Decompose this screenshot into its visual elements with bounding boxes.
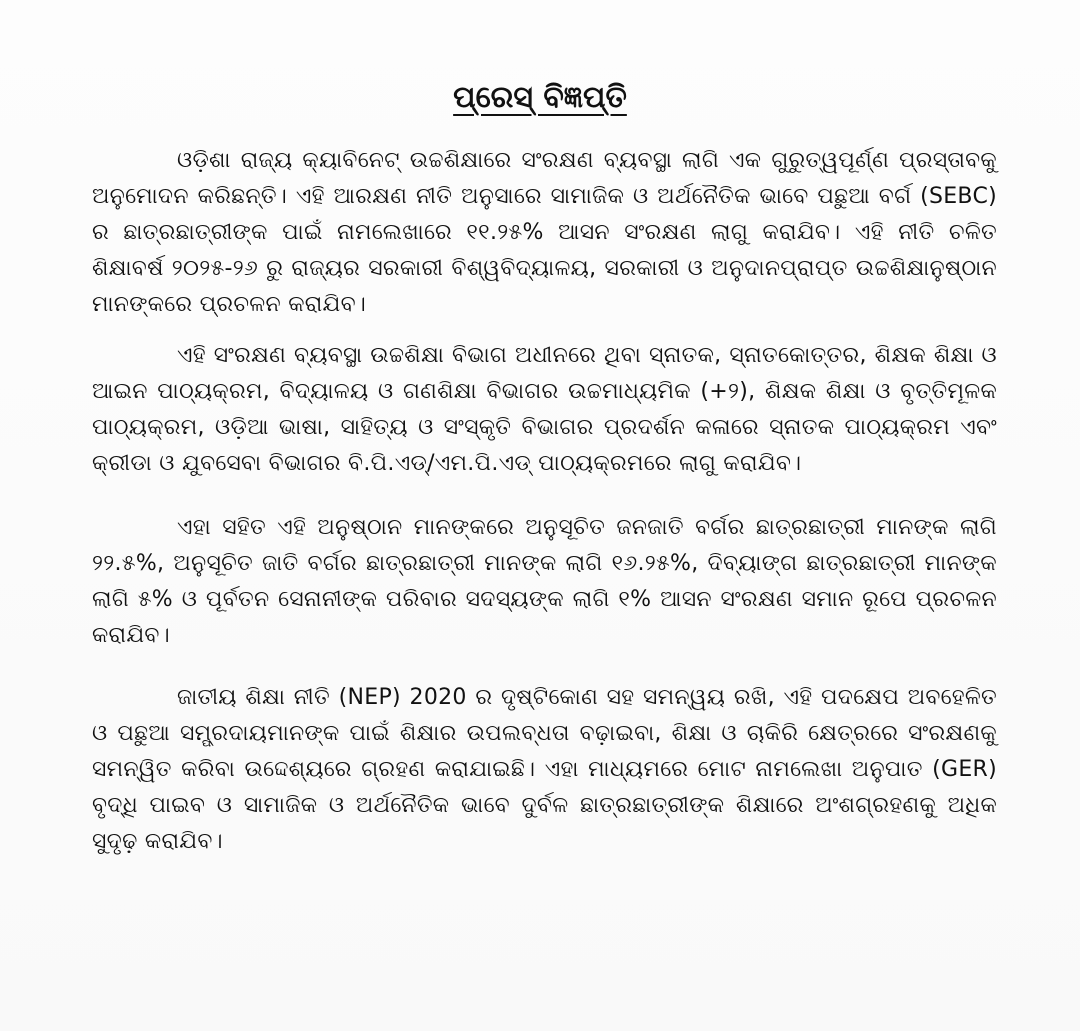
paragraph-cabinet-approval: ଓଡ଼ିଶା ରାଜ୍ୟ କ୍ୟାବିନେଟ୍ ଉଚ୍ଚଶିକ୍ଷାରେ ସଂରକ୍ଷଣ ବ୍ୟବସ୍ଥା ଲାଗି ଏକ ଗୁରୁତ୍ୱପୂର୍ଣ୍ଣ ପ୍ରସ୍ତାବକୁ ଅନୁମୋଦନ କରିଛନ୍ତି। ଏହି ଆରକ୍ଷଣ ନୀତି ଅନୁସାରେ ସାମାଜିକ ଓ ଅର୍ଥନୈତିକ ଭାବେ ପଛୁଆ ବର୍ଗ (SEBC) ର ଛାତ୍ରଛାତ୍ରୀଙ୍କ ପାଇଁ ନାମଲେଖାରେ ୧୧.୨୫% ଆସନ ସଂରକ୍ଷଣ ଲାଗୁ କରାଯିବ। ଏହି ନୀତି ଚଳିତ ଶିକ୍ଷାବର୍ଷ ୨୦୨୫-୨୬ ରୁ ରାଜ୍ୟର ସରକାରୀ ବିଶ୍ୱବିଦ୍ୟାଳୟ, ସରକାରୀ ଓ ଅନୁଦାନପ୍ରାପ୍ତ ଉଚ୍ଚଶିକ୍ଷାନୁଷ୍ଠାନ ମାନଙ୍କରେ ପ୍ରଚଳନ କରାଯିବ।: [92, 148, 997, 317]
document-title: [0, 80, 1080, 115]
paragraph-course-coverage: ଏହି ସଂରକ୍ଷଣ ବ୍ୟବସ୍ଥା ଉଚ୍ଚଶିକ୍ଷା ବିଭାଗ ଅଧୀନରେ ଥିବା ସ୍ନାତକ, ସ୍ନାତକୋତ୍ତର, ଶିକ୍ଷକ ଶିକ୍ଷା ଓ ଆଇନ ପାଠ୍ୟକ୍ରମ, ବିଦ୍ୟାଳୟ ଓ ଗଣଶିକ୍ଷା ବିଭାଗର ଉଚ୍ଚମାଧ୍ୟମିକ (+୨), ଶିକ୍ଷକ ଶିକ୍ଷା ଓ ବୃତ୍ତିମୂଳକ ପାଠ୍ୟକ୍ରମ, ଓଡ଼ିଆ ଭାଷା, ସାହିତ୍ୟ ଓ ସଂସ୍କୃତି ବିଭାଗର ପ୍ରଦର୍ଶନ କଳାରେ ସ୍ନାତକ ପାଠ୍ୟକ୍ରମ ଏବଂ କ୍ରୀଡା ଓ ଯୁବସେବା ବିଭାଗର ବି.ପି.ଏଡ୍/ଏମ.ପି.ଏଡ୍ ପାଠ୍ୟକ୍ରମରେ ଲାଗୁ କରାଯିବ।: [92, 343, 997, 476]
paragraph-reservation-shares: ଏହା ସହିତ ଏହି ଅନୁଷ୍ଠାନ ମାନଙ୍କରେ ଅନୁସୂଚିତ ଜନଜାତି ବର୍ଗର ଛାତ୍ରଛାତ୍ରୀ ମାନଙ୍କ ଲାଗି ୨୨.୫%, ଅନୁସୂଚିତ ଜାତି ବର୍ଗର ଛାତ୍ରଛାତ୍ରୀ ମାନଙ୍କ ଲାଗି ୧୬.୨୫%, ଦିବ୍ୟାଙ୍ଗ ଛାତ୍ରଛାତ୍ରୀ ମାନଙ୍କ ଲାଗି ୫% ଓ ପୂର୍ବତନ ସେନାନୀଙ୍କ ପରିବାର ସଦସ୍ୟଙ୍କ ଲାଗି ୧% ଆସନ ସଂରକ୍ଷଣ ସମାନ ରୂପେ ପ୍ରଚଳନ କରାଯିବ।: [92, 515, 997, 648]
document-title-text: ପ୍ରେସ୍ ବିଜ୍ଞପ୍ତି: [453, 80, 627, 115]
paragraph-nep-alignment: ଜାତୀୟ ଶିକ୍ଷା ନୀତି (NEP) 2020 ର ଦୃଷ୍ଟିକୋଣ ସହ ସମନ୍ୱୟ ରଖି, ଏହି ପଦକ୍ଷେପ ଅବହେଳିତ ଓ ପଛୁଆ ସମ୍ପ୍ରଦାୟମାନଙ୍କ ପାଇଁ ଶିକ୍ଷାର ଉପଲବ୍ଧତା ବଢ଼ାଇବା, ଶିକ୍ଷା ଓ ଚାକିରି କ୍ଷେତ୍ରରେ ସଂରକ୍ଷଣକୁ ସମନ୍ୱିତ କରିବା ଉଦ୍ଦେଶ୍ୟରେ ଗ୍ରହଣ କରାଯାଇଛି। ଏହା ମାଧ୍ୟମରେ ମୋଟ ନାମଲେଖା ଅନୁପାତ (GER) ବୃଦ୍ଧି ପାଇବ ଓ ସାମାଜିକ ଓ ଅର୍ଥନୈତିକ ଭାବେ ଦୁର୍ବଳ ଛାତ୍ରଛାତ୍ରୀଙ୍କ ଶିକ୍ଷାରେ ଅଂଶଗ୍ରହଣକୁ ଅଧିକ ସୁଦୃଢ଼ କରାଯିବ।: [92, 685, 997, 854]
